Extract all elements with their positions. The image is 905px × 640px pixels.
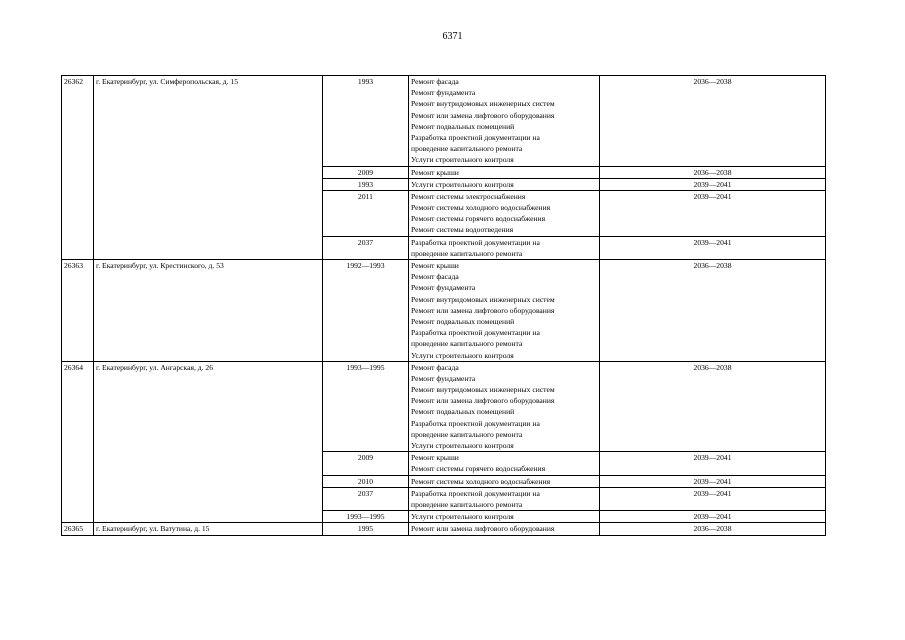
work-type-line: проведение капитального ремонта (411, 339, 523, 349)
work-types-cell (409, 523, 600, 535)
work-type-line: Ремонт фундамента (411, 373, 476, 383)
work-type-line: Ремонт внутридомовых инженерных систем (411, 385, 555, 395)
work-type-line: Ремонт системы холодного водоснабжения (411, 476, 551, 486)
work-type-line: Ремонт системы холодного водоснабжения (411, 203, 551, 213)
year-cell: 2009 (323, 452, 409, 475)
work-types-cell (409, 452, 600, 475)
work-types-cell (409, 178, 600, 190)
table-row (62, 260, 826, 362)
planned-period-cell: 2039—2041 (600, 487, 826, 510)
year-cell: 2011 (323, 190, 409, 236)
address-cell: г. Екатеринбург, ул. Ангарская, д. 26 (94, 361, 323, 523)
table-row (62, 361, 826, 452)
work-type-line: Ремонт или замена лифтового оборудования (411, 305, 555, 315)
work-type-line: Ремонт системы горячего водоснабжения (411, 214, 546, 224)
work-type-line: Ремонт крыши (411, 167, 459, 177)
work-type-line: Ремонт внутридомовых инженерных систем (411, 294, 555, 304)
year-cell: 1993 (323, 178, 409, 190)
work-type-line: Ремонт или замена лифтового оборудования (411, 524, 555, 534)
planned-period-cell: 2039—2041 (600, 511, 826, 523)
work-type-line: Ремонт подвальных помещений (411, 407, 515, 417)
table-body (62, 76, 826, 536)
work-types-cell (409, 361, 600, 452)
year-cell: 2009 (323, 166, 409, 178)
work-type-line: Ремонт подвальных помещений (411, 316, 515, 326)
work-type-line: проведение капитального ремонта (411, 248, 523, 258)
page-number: 6371 (442, 31, 463, 42)
work-type-line: Ремонт или замена лифтового оборудования (411, 110, 555, 120)
work-types-cell (409, 190, 600, 236)
house-number-cell: 26362 (62, 76, 94, 260)
work-type-line: Разработка проектной документации на (411, 418, 540, 428)
repair-schedule-table (61, 75, 826, 536)
work-type-line: проведение капитального ремонта (411, 429, 523, 439)
work-type-line: Ремонт фасада (411, 77, 459, 86)
work-types-cell (409, 76, 600, 167)
year-cell: 1993 (323, 76, 409, 167)
planned-period-cell: 2036—2038 (600, 260, 826, 362)
work-types-cell (409, 487, 600, 510)
house-number-cell: 26365 (62, 523, 94, 535)
work-type-line: Ремонт фасада (411, 272, 459, 282)
work-type-line: Разработка проектной документации на (411, 488, 540, 498)
work-type-line: Ремонт системы водоотведения (411, 225, 514, 235)
work-type-line: Услуги строительного контроля (411, 350, 514, 360)
work-types-cell (409, 236, 600, 259)
address-cell: г. Екатеринбург, ул. Крестинского, д. 53 (94, 260, 323, 362)
year-cell: 1993—1995 (323, 511, 409, 523)
work-type-line: Ремонт подвальных помещений (411, 121, 515, 131)
year-cell: 1995 (323, 523, 409, 535)
planned-period-cell: 2036—2038 (600, 166, 826, 178)
work-type-line: Услуги строительного контроля (411, 179, 514, 189)
planned-period-cell: 2039—2041 (600, 475, 826, 487)
work-type-line: Ремонт фундамента (411, 88, 476, 98)
work-type-line: проведение капитального ремонта (411, 144, 523, 154)
work-type-line: Услуги строительного контроля (411, 155, 514, 165)
work-type-line: проведение капитального ремонта (411, 499, 523, 509)
work-type-line: Разработка проектной документации на (411, 132, 540, 142)
work-type-line: Разработка проектной документации на (411, 328, 540, 338)
work-type-line: Услуги строительного контроля (411, 512, 514, 522)
work-type-line: Ремонт системы электроснабжения (411, 191, 526, 201)
year-cell: 1992—1993 (323, 260, 409, 362)
planned-period-cell: 2036—2038 (600, 361, 826, 452)
work-type-line: Ремонт системы горячего водоснабжения (411, 464, 546, 474)
work-type-line: Ремонт или замена лифтового оборудования (411, 396, 555, 406)
planned-period-cell: 2036—2038 (600, 76, 826, 167)
table-row (62, 76, 826, 167)
work-type-line: Разработка проектной документации на (411, 237, 540, 247)
address-cell: г. Екатеринбург, ул. Ватутина, д. 15 (94, 523, 323, 535)
work-type-line: Ремонт фундамента (411, 283, 476, 293)
work-types-cell (409, 166, 600, 178)
planned-period-cell: 2039—2041 (600, 236, 826, 259)
work-type-line: Ремонт крыши (411, 261, 459, 271)
work-type-line: Ремонт внутридомовых инженерных систем (411, 99, 555, 109)
year-cell: 2010 (323, 475, 409, 487)
planned-period-cell: 2036—2038 (600, 523, 826, 535)
work-types-cell (409, 260, 600, 362)
planned-period-cell: 2039—2041 (600, 190, 826, 236)
planned-period-cell: 2039—2041 (600, 452, 826, 475)
house-number-cell: 26364 (62, 361, 94, 523)
planned-period-cell: 2039—2041 (600, 178, 826, 190)
year-cell: 1993—1995 (323, 361, 409, 452)
work-types-cell (409, 475, 600, 487)
year-cell: 2037 (323, 487, 409, 510)
table-row (62, 523, 826, 535)
house-number-cell: 26363 (62, 260, 94, 362)
work-type-line: Ремонт крыши (411, 453, 459, 463)
work-type-line: Ремонт фасада (411, 362, 459, 372)
work-type-line: Услуги строительного контроля (411, 441, 514, 451)
work-types-cell (409, 511, 600, 523)
address-cell: г. Екатеринбург, ул. Симферопольская, д. 15 (94, 76, 323, 260)
year-cell: 2037 (323, 236, 409, 259)
